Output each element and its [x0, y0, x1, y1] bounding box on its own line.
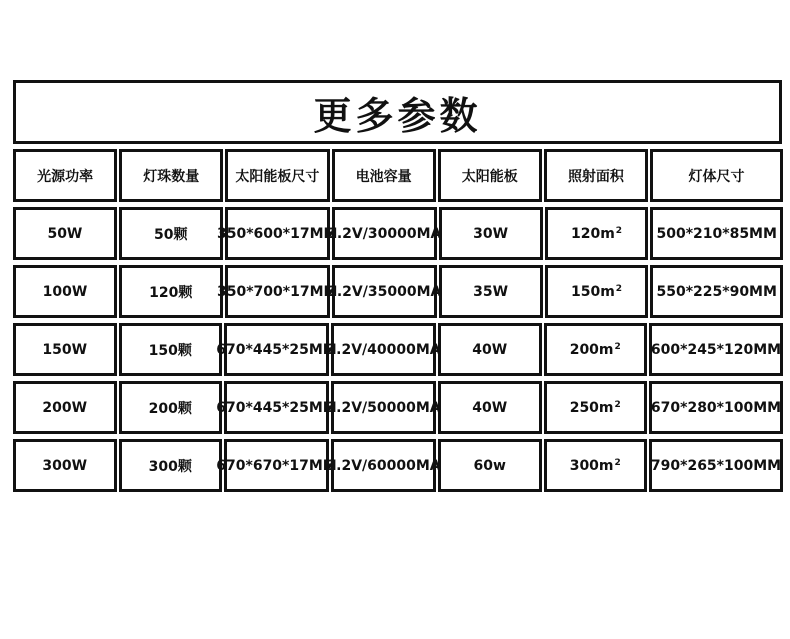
cell-beads: 200颗	[119, 381, 223, 434]
cell-body-size: 670*280*100MM	[649, 381, 783, 434]
cell-power: 150W	[13, 323, 117, 376]
cell-beads: 300颗	[119, 439, 223, 492]
cell-panel: 40W	[438, 381, 542, 434]
header-cell-power: 光源功率	[13, 149, 117, 202]
page-title: 更多参数	[313, 93, 482, 138]
title-banner	[13, 80, 782, 144]
cell-panel: 60w	[438, 439, 542, 492]
area-value: 150m	[570, 283, 615, 300]
cell-area	[545, 265, 649, 318]
table-row	[13, 207, 783, 260]
cell-battery: 3.2V/40000MA	[331, 323, 436, 376]
header-cell-beads: 灯珠数量	[119, 149, 223, 202]
cell-panel-size: 350*700*17MM	[225, 265, 330, 318]
cell-battery: 3.2V/30000MA	[332, 207, 437, 260]
area-value: 200m	[569, 341, 614, 358]
table-row	[13, 439, 783, 492]
cell-area	[545, 207, 649, 260]
area-superscript: 2	[614, 399, 621, 410]
cell-panel-size: 670*445*25MM	[224, 323, 329, 376]
cell-power: 100W	[13, 265, 117, 318]
header-cell-battery: 电池容量	[332, 149, 436, 202]
area-value: 300m	[569, 457, 614, 474]
header-cell-area: 照射面积	[544, 149, 648, 202]
cell-panel: 35W	[439, 265, 543, 318]
area-value: 250m	[569, 399, 614, 416]
header-cell-panel-size: 太阳能板尺寸	[225, 149, 329, 202]
cell-area	[544, 323, 648, 376]
area-value: 120m	[570, 225, 615, 242]
cell-area	[544, 439, 648, 492]
cell-battery: 3.2V/35000MA	[332, 265, 437, 318]
table-row	[13, 323, 783, 376]
table-header-row	[13, 149, 783, 202]
area-superscript: 2	[615, 225, 623, 236]
cell-body-size: 550*225*90MM	[650, 265, 783, 318]
cell-power: 50W	[13, 207, 117, 260]
area-superscript: 2	[614, 457, 621, 468]
cell-battery: 3.2V/60000MA	[331, 439, 436, 492]
cell-body-size: 790*265*100MM	[649, 439, 783, 492]
cell-panel: 40W	[438, 323, 542, 376]
area-superscript: 2	[615, 283, 623, 294]
cell-body-size: 600*245*120MM	[649, 323, 783, 376]
cell-power: 300W	[13, 439, 117, 492]
table-row	[13, 381, 783, 434]
cell-panel-size: 670*670*17MM	[224, 439, 329, 492]
cell-panel-size: 670*445*25MM	[224, 381, 329, 434]
table-row	[13, 265, 783, 318]
area-superscript: 2	[614, 341, 621, 352]
cell-beads: 50颗	[119, 207, 223, 260]
cell-body-size: 500*210*85MM	[650, 207, 783, 260]
cell-power: 200W	[13, 381, 117, 434]
cell-panel: 30W	[439, 207, 543, 260]
header-cell-body-size: 灯体尺寸	[650, 149, 783, 202]
cell-beads: 150颗	[119, 323, 223, 376]
cell-panel-size: 350*600*17MM	[225, 207, 330, 260]
cell-area	[544, 381, 648, 434]
cell-beads: 120颗	[119, 265, 223, 318]
cell-battery: 3.2V/50000MA	[331, 381, 436, 434]
header-cell-panel: 太阳能板	[438, 149, 542, 202]
